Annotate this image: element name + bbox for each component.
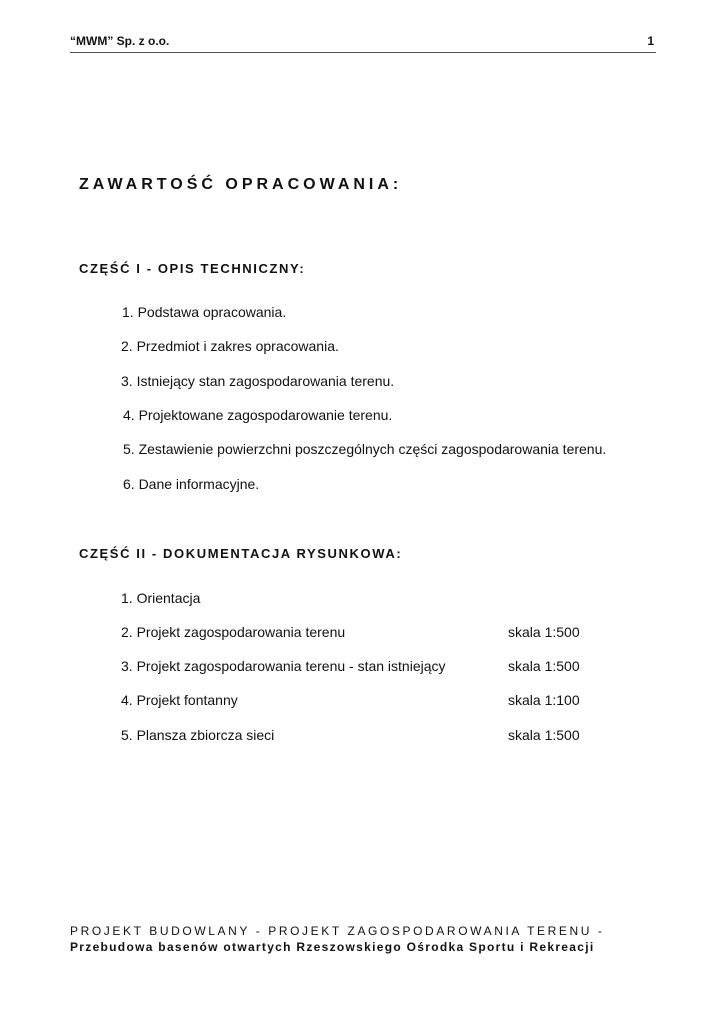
page-number: 1 (647, 34, 654, 48)
part1-item: 3. Istniejący stan zagospodarowania terenu. (121, 373, 395, 389)
drawing-item-label: 4. Projekt fontanny (121, 692, 238, 708)
company-name: “MWM” Sp. z o.o. (70, 34, 170, 48)
part1-heading: CZĘŚĆ I - OPIS TECHNICZNY: (79, 261, 306, 276)
part1-item: 1. Podstawa opracowania. (122, 304, 287, 320)
drawing-item-scale: skala 1:500 (508, 727, 580, 743)
part2-heading: CZĘŚĆ II - DOKUMENTACJA RYSUNKOWA: (79, 546, 403, 561)
drawing-item-scale: skala 1:500 (508, 658, 580, 674)
drawing-item-scale: skala 1:100 (508, 692, 580, 708)
drawing-item-label: 1. Orientacja (121, 590, 201, 606)
footer-project-name: Przebudowa basenów otwartych Rzeszowskiego Ośrodka Sportu i Rekreacji (70, 940, 595, 954)
drawing-item-label: 3. Projekt zagospodarowania terenu - stan istniejący (121, 658, 446, 674)
part1-item: 6. Dane informacyjne. (123, 476, 260, 492)
document-title: ZAWARTOŚĆ OPRACOWANIA: (79, 176, 403, 193)
part1-item: 5. Zestawienie powierzchni poszczególnych części zagospodarowania terenu. (123, 441, 607, 457)
part1-item: 2. Przedmiot i zakres opracowania. (121, 338, 339, 354)
part1-item: 4. Projektowane zagospodarowanie terenu. (123, 407, 393, 423)
page-header (70, 34, 656, 53)
drawing-item-scale: skala 1:500 (508, 624, 580, 640)
drawing-item-label: 2. Projekt zagospodarowania terenu (121, 624, 346, 640)
footer-project-type: PROJEKT BUDOWLANY - PROJEKT ZAGOSPODAROWANIA TERENU - (70, 924, 605, 938)
drawing-item-label: 5. Plansza zbiorcza sieci (121, 727, 275, 743)
page-footer (70, 924, 605, 954)
